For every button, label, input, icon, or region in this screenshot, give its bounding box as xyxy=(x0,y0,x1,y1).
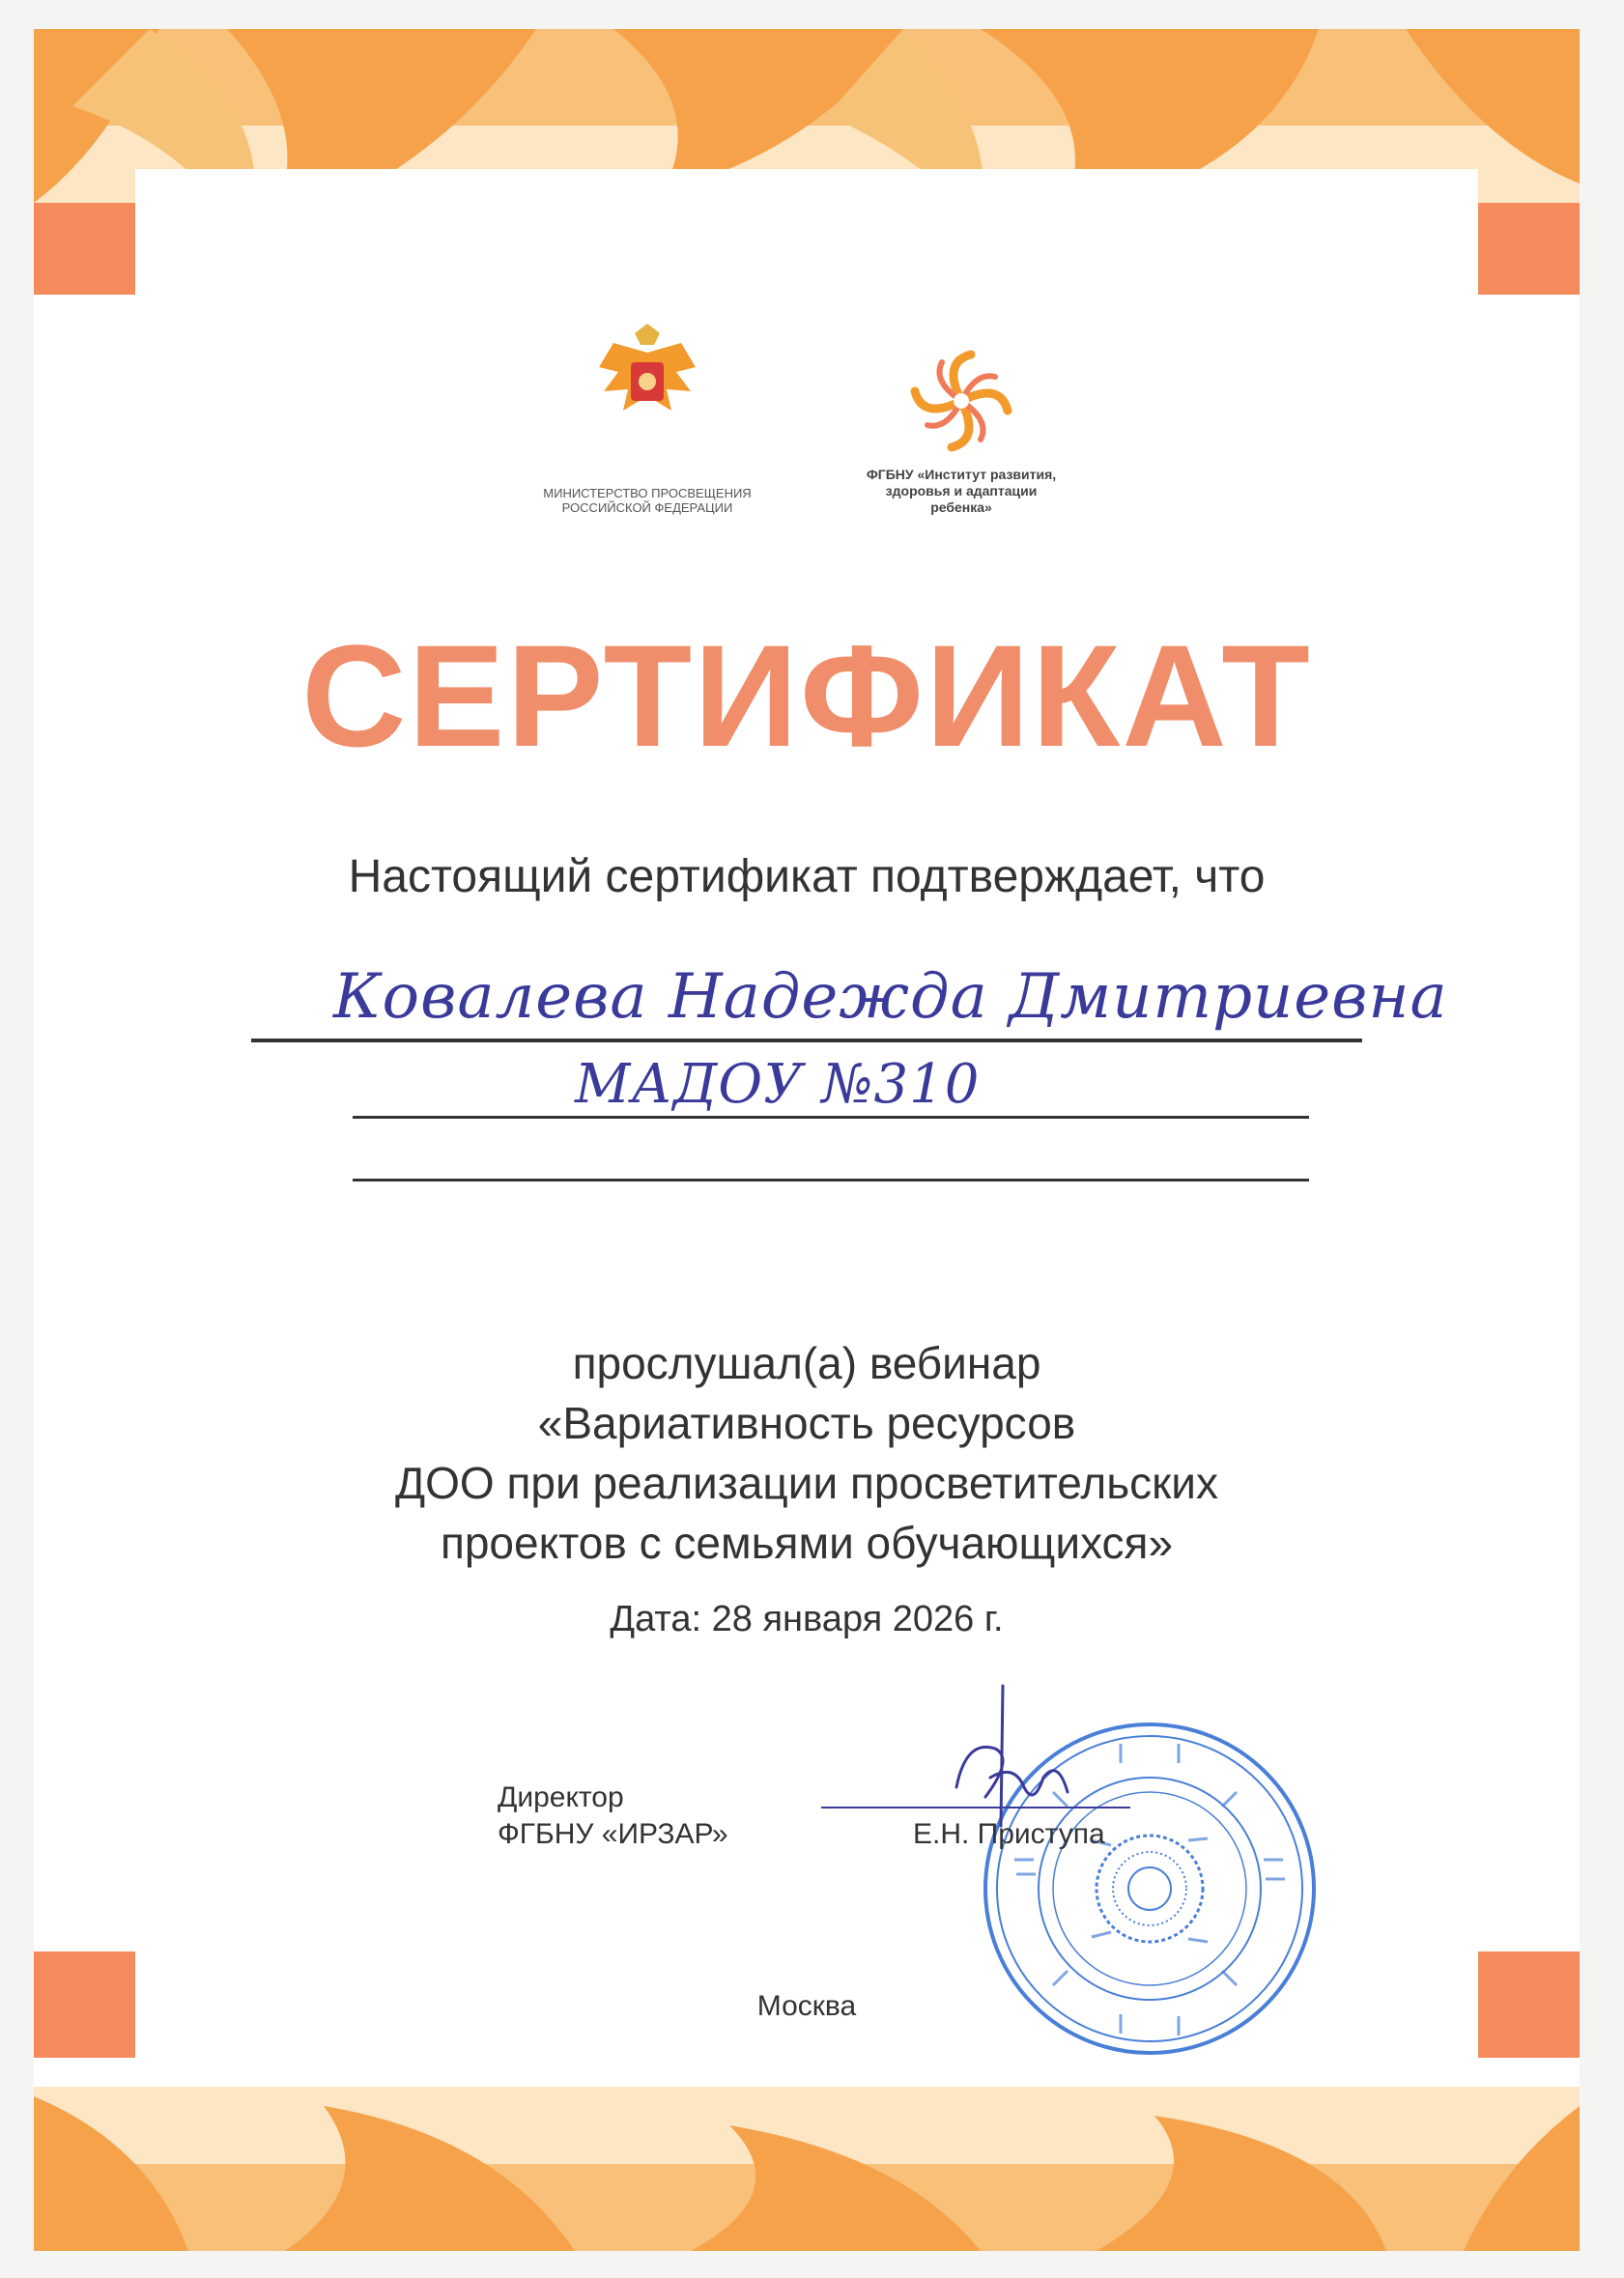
institute-caption xyxy=(845,467,1077,516)
signature-line xyxy=(821,1807,1130,1808)
blank-underline xyxy=(353,1179,1309,1182)
director-role-line1: Директор xyxy=(498,1781,624,1813)
institute-caption-line1: ФГБНУ «Институт развития, xyxy=(866,467,1057,482)
institute-caption-line2: здоровья и адаптации xyxy=(885,483,1038,498)
ministry-caption-line2: РОССИЙСКОЙ ФЕДЕРАЦИИ xyxy=(561,500,733,515)
certificate-date: Дата: 28 января 2026 г. xyxy=(610,1599,1004,1639)
name-underline xyxy=(251,1039,1362,1042)
organization-underline xyxy=(353,1116,1309,1119)
webinar-description xyxy=(34,1333,1580,1573)
certificate-lead: Настоящий сертификат подтверждает, что xyxy=(348,851,1266,902)
institute-caption-line3: ребенка» xyxy=(930,499,992,515)
signer-name: Е.Н. Приступа xyxy=(913,1818,1105,1850)
ministry-caption-line1: МИНИСТЕРСТВО ПРОСВЕЩЕНИЯ xyxy=(543,486,752,500)
handwritten-name: Ковалева Надежда Дмитриевна xyxy=(333,961,1448,1033)
city: Москва xyxy=(756,1990,857,2022)
webinar-line1: прослушал(а) вебинар xyxy=(572,1338,1041,1388)
webinar-line3: ДОО при реализации просветительских xyxy=(395,1458,1218,1508)
certificate-sheet xyxy=(34,29,1580,2251)
certificate-title: СЕРТИФИКАТ xyxy=(301,614,1312,777)
director-role xyxy=(498,1780,728,1853)
handwritten-organization: МАДОУ №310 xyxy=(575,1053,981,1116)
ministry-emblem-icon xyxy=(594,324,700,440)
ministry-caption xyxy=(527,486,768,515)
director-role-line2: ФГБНУ «ИРЗАР» xyxy=(498,1818,728,1850)
logo-row xyxy=(527,324,1106,527)
webinar-line2: «Вариативность ресурсов xyxy=(537,1398,1076,1448)
webinar-line4: проектов с семьями обучающихся» xyxy=(440,1518,1174,1568)
institute-emblem-icon xyxy=(903,343,1019,459)
